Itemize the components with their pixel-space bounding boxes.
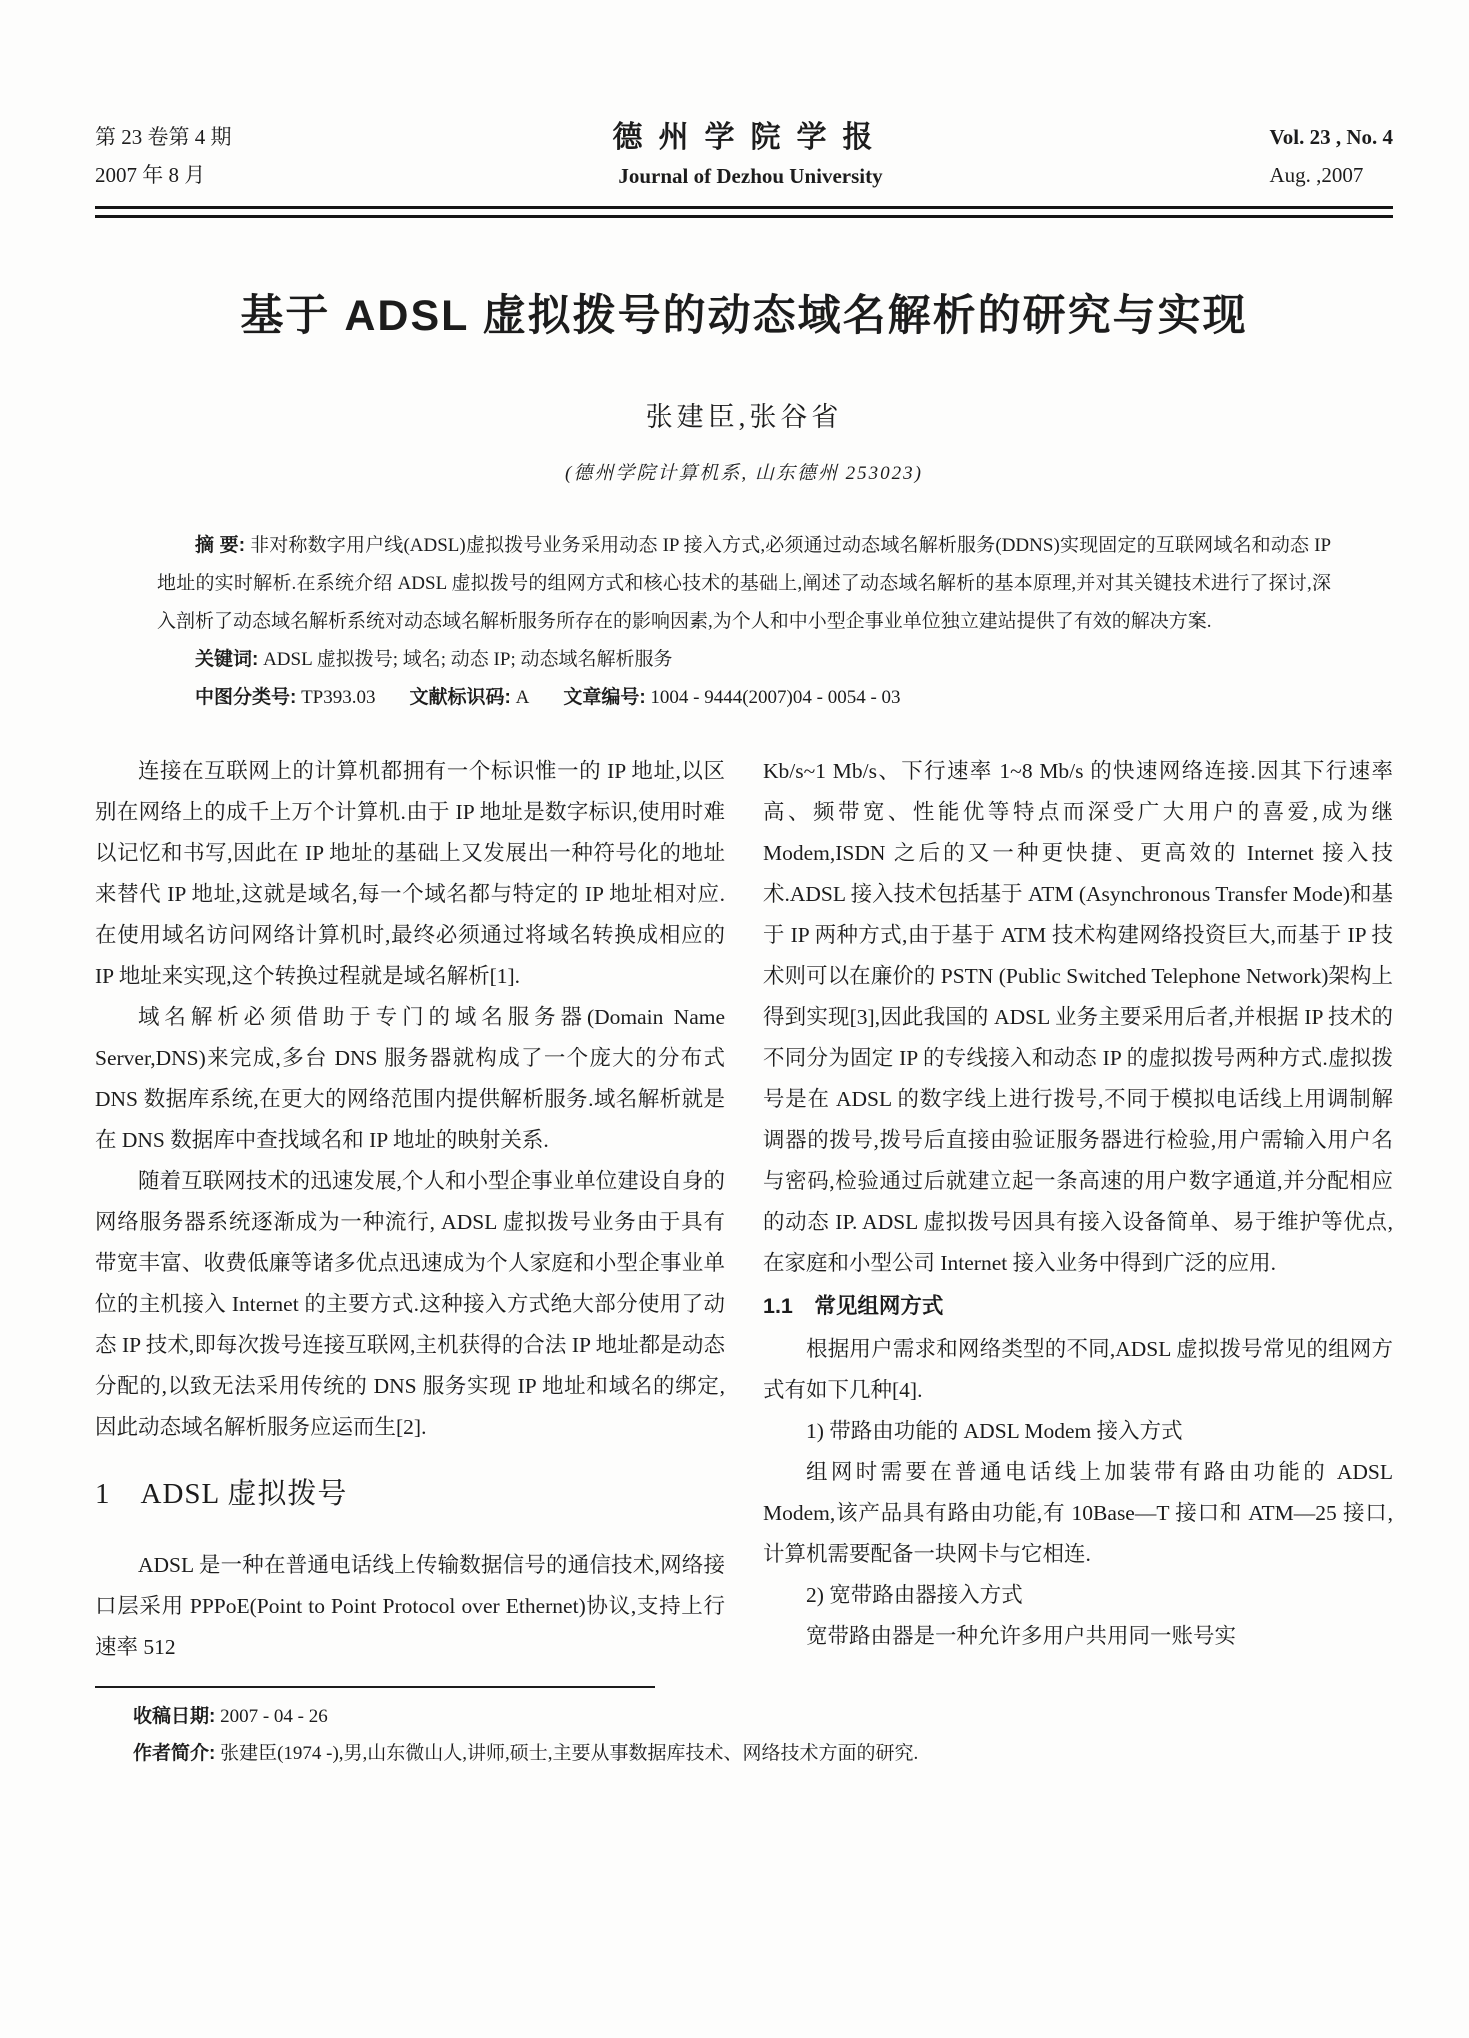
issue-date-en: Aug. ,2007 xyxy=(1269,163,1364,187)
paragraph: ADSL 是一种在普通电话线上传输数据信号的通信技术,网络接口层采用 PPPoE(Point to Point Protocol over Ethernet)协议,支持上行速率 512 xyxy=(95,1553,725,1659)
paragraph: Kb/s~1 Mb/s、下行速率 1~8 Mb/s 的快速网络连接.因其下行速率高、频带宽、性能优等特点而深受广大用户的喜爱,成为继 Modem,ISDN 之后的又一种更快捷、更高效的 Internet 接入技术.ADSL 接入技术包括基于 ATM (Asynchronous Transfer Mode)和基于 IP 两种方式,由于基于 ATM 技术构建网络投资巨大,而基于 IP 技术则可以在廉价的 PSTN (Public Switched Telephone Network)架构上得到实现[3],因此我国的 ADSL 业务主要采用后者,并根据 IP 技术的不同分为固定 IP 的专线接入和动态 IP 的虚拟拨号两种方式.虚拟拨号是在 ADSL 的数字线上进行拨号,不同于模拟电话线上用调制解调器的拨号,拨号后直接由验证服务器进行检验,用户需输入用户名与密码,检验通过后就建立起一条高速的用户数字通道,并分配相应的动态 IP. ADSL 虚拟拨号因具有接入设备简单、易于维护等优点,在家庭和小型公司 Internet 接入业务中得到广泛的应用. xyxy=(763,759,1393,1275)
clc-label: 中图分类号: xyxy=(195,687,297,708)
article-body xyxy=(95,751,1393,1668)
clc-value: TP393.03 xyxy=(301,687,376,708)
keywords-text: ADSL 虚拟拨号; 域名; 动态 IP; 动态域名解析服务 xyxy=(263,649,673,670)
keywords-label: 关键词: xyxy=(195,649,259,670)
journal-title-cn: 德州学院学报 xyxy=(612,121,889,154)
body-right-column xyxy=(763,751,1393,1668)
journal-header xyxy=(95,118,1393,194)
received-date-label: 收稿日期: xyxy=(133,1706,216,1727)
keywords-line xyxy=(157,641,1331,679)
paragraph: 根据用户需求和网络类型的不同,ADSL 虚拟拨号常见的组网方式有如下几种[4]. xyxy=(763,1337,1393,1402)
doc-code-value: A xyxy=(515,687,530,708)
issue-number-cn: 第 23 卷第 4 期 xyxy=(95,125,232,149)
paragraph: 域名解析必须借助于专门的域名服务器(Domain Name Server,DNS)来完成,多台 DNS 服务器就构成了一个庞大的分布式 DNS 数据库系统,在更大的网络范围内提供解析服务.域名解析就是在 DNS 数据库中查找域名和 IP 地址的映射关系. xyxy=(95,1005,725,1152)
article-id-value: 1004 - 9444(2007)04 - 0054 - 03 xyxy=(650,687,901,708)
doc-code-label: 文献标识码: xyxy=(409,687,511,708)
author-bio-value: 张建臣(1974 -),男,山东微山人,讲师,硕士,主要从事数据库技术、网络技术方面的研究. xyxy=(220,1743,919,1764)
abstract-block xyxy=(157,527,1331,717)
header-right xyxy=(1270,118,1394,194)
paragraph: 连接在互联网上的计算机都拥有一个标识惟一的 IP 地址,以区别在网络上的成千上万个计算机.由于 IP 地址是数字标识,使用时难以记忆和书写,因此在 IP 地址的基础上又发展出一种符号化的地址来替代 IP 地址,这就是域名,每一个域名都与特定的 IP 地址相对应.在使用域名访问网络计算机时,最终必须通过将域名转换成相应的 IP 地址来实现,这个转换过程就是域名解析[1]. xyxy=(95,759,725,988)
page-footnote xyxy=(95,1686,1393,1772)
received-date-line xyxy=(95,1698,1393,1735)
section-heading-adsl: 1 ADSL 虚拟拨号 xyxy=(95,1478,348,1510)
paragraph: 组网时需要在普通电话线上加装带有路由功能的 ADSL Modem,该产品具有路由功能,有 10Base—T 接口和 ATM—25 接口,计算机需要配备一块网卡与它相连. xyxy=(763,1460,1393,1566)
journal-title-en: Journal of Dezhou University xyxy=(618,164,883,188)
classification-line xyxy=(157,679,1331,717)
article-affiliation: (德州学院计算机系, 山东德州 253023) xyxy=(565,463,923,484)
author-bio-line xyxy=(95,1735,1393,1772)
clc-pair xyxy=(195,687,376,708)
footnote-divider xyxy=(95,1686,655,1688)
body-left-column xyxy=(95,751,725,1668)
paragraph: 随着互联网技术的迅速发展,个人和小型企事业单位建设自身的网络服务器系统逐渐成为一种流行, ADSL 虚拟拨号业务由于具有带宽丰富、收费低廉等诸多优点迅速成为个人家庭和小型企事业单位的主机接入 Internet 的主要方式.这种接入方式绝大部分使用了动态 IP 技术,即每次拨号连接互联网,主机获得的合法 IP 地址都是动态分配的,以致无法采用传统的 DNS 服务实现 IP 地址和域名的绑定,因此动态域名解析服务应运而生[2]. xyxy=(95,1169,725,1439)
paragraph: 2) 宽带路由器接入方式 xyxy=(806,1583,1023,1607)
header-left xyxy=(95,118,232,194)
abstract-paragraph xyxy=(157,527,1331,641)
received-date-value: 2007 - 04 - 26 xyxy=(220,1706,328,1727)
paragraph: 1) 带路由功能的 ADSL Modem 接入方式 xyxy=(806,1419,1183,1443)
abstract-text: 非对称数字用户线(ADSL)虚拟拨号业务采用动态 IP 接入方式,必须通过动态域名解析服务(DDNS)实现固定的互联网域名和动态 IP 地址的实时解析.在系统介绍 ADSL 虚拟拨号的组网方式和核心技术的基础上,阐述了动态域名解析的基本原理,并对其关键技术进行了探讨,深入剖析了动态域名解析系统对动态域名解析服务所存在的影响因素,为个人和中小型企事业单位独立建站提供了有效的解决方案. xyxy=(157,535,1332,632)
issue-date-cn: 2007 年 8 月 xyxy=(95,163,206,187)
header-divider xyxy=(95,206,1393,218)
volume-number-en: Vol. 23 , No. 4 xyxy=(1269,125,1393,149)
paragraph: 宽带路由器是一种允许多用户共用同一账号实 xyxy=(806,1624,1237,1648)
section-heading-networking: 1.1 常见组网方式 xyxy=(763,1294,944,1318)
abstract-label: 摘 要: xyxy=(195,535,246,556)
article-title: 基于 ADSL 虚拟拨号的动态域名解析的研究与实现 xyxy=(240,292,1248,340)
article-id-pair xyxy=(563,687,900,708)
doc-code-pair xyxy=(410,687,530,708)
article-id-label: 文章编号: xyxy=(563,687,646,708)
author-bio-label: 作者简介: xyxy=(133,1743,216,1764)
header-center xyxy=(232,118,1270,194)
article-authors: 张建臣,张谷省 xyxy=(645,402,843,432)
